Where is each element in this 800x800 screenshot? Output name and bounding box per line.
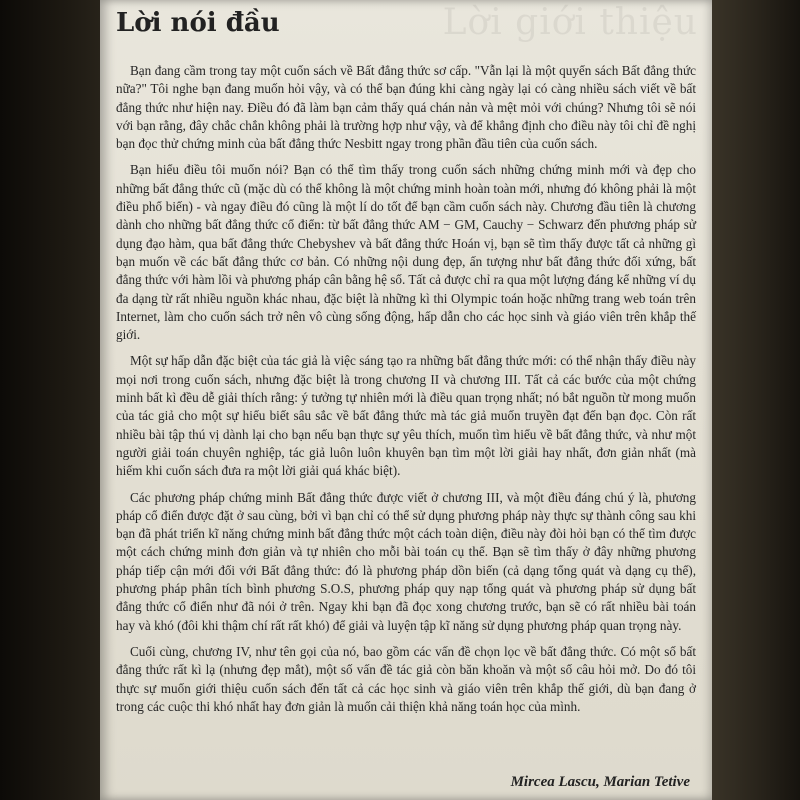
book-page: [100, 0, 712, 800]
bleed-through-title: Lời giới thiệu: [442, 2, 698, 43]
paragraph: Bạn hiểu điều tôi muốn nói? Bạn có thể tìm thấy trong cuốn sách những chứng minh mới và đẹp cho những bất đẳng thức cũ (mặc dù có thể không là một chứng minh hoàn toàn mới, nhưng đó không phải là một điều phổ biến) - và ngay điều đó cũng là một lí do tốt để bạn cầm cuốn sách này. Chương đầu tiên là chương dành cho những bất đẳng thức cổ điển: từ bất đẳng thức AM − GM, Cauchy − Schwarz đến phương pháp sử dụng đạo hàm, qua bất đẳng thức Chebyshev và bất đẳng thức Hoán vị, bạn sẽ tìm thấy được tất cả những gì bạn muốn về các bất đẳng thức cơ bản. Có những nội dung đẹp, ấn tượng như bất đẳng thức đối xứng, bất đẳng thức với hàm lồi và phương pháp cân bằng hệ số. Tất cả được chỉ ra qua một lượng đáng kể những ví dụ đa dạng từ rất nhiều nguồn khác nhau, đặc biệt là những kì thi Olympic toán hoặc những trang web toán trên Internet, làm cho cuốn sách trở nên vô cùng sống động, hấp dẫn cho các học sinh và giáo viên trên khắp thế giới.: [116, 162, 696, 343]
page-title: Lời nói đầu: [116, 8, 280, 38]
paragraph: Các phương pháp chứng minh Bất đẳng thức được viết ở chương III, và một điều đáng chú ý là, phương pháp cổ điển được đặt ở sau cùng, bởi vì bạn chỉ có thể sử dụng phương pháp này thực sự thành công sau khi bạn đã phát triển kĩ năng chứng minh bất đẳng thức một cách toàn diện, điều này đòi hỏi bạn có thể tìm được một cách chứng minh đơn giản và tự nhiên cho mỗi bài toán cụ thể. Bạn sẽ tìm thấy ở đây những phương pháp tiếp cận mới đối với Bất đẳng thức: đó là phương pháp dồn biến (cả dạng tổng quát và dạng cụ thể), phương pháp phân tích bình phương S.O.S, phương pháp quy nạp tổng quát và phương pháp sử dụng bất đẳng thức cổ điển như đã nói ở trên. Ngay khi bạn đã đọc xong chương trước, bạn sẽ có rất nhiều bài toán hay và khó (đôi khi thậm chí rất rất khó) để giải và luyện tập kĩ năng sử dụng phương pháp quan trọng này.: [116, 489, 696, 633]
author-signature: Mircea Lascu, Marian Tetive: [510, 774, 690, 790]
paragraph: Cuối cùng, chương IV, như tên gọi của nó, bao gồm các vấn đề chọn lọc về bất đẳng thức. Có một số bất đẳng thức rất kì lạ (nhưng đẹp mắt), một số vấn đề tác giả còn băn khoăn và một số câu hỏi mở. Do đó tôi thực sự muốn giới thiệu cuốn sách đến tất cả các học sinh và giáo viên trên khắp thế giới, dù bạn đang ở trong các cuộc thi khó nhất hay đơn giản là muốn cải thiện khả năng toán học của mình.: [116, 643, 696, 714]
page-body: [116, 62, 696, 724]
background-right-page: [710, 0, 800, 800]
paragraph: Bạn đang cầm trong tay một cuốn sách về Bất đẳng thức sơ cấp. "Vẫn lại là một quyển sách Bất đẳng thức nữa?" Tôi nghe bạn đang muốn hỏi vậy, và có thể bạn đúng khi càng ngày lại có càng nhiều sách viết về bất đẳng thức như hiện nay. Điều đó đã làm bạn cảm thấy quá chán nản và mệt mỏi với chúng? Nhưng tôi sẽ nói với bạn rằng, đây chắc chắn không phải là trường hợp như vậy, và để khẳng định cho điều này tôi chỉ đề nghị bạn đọc thử chứng minh của bất đẳng thức Nesbitt ngay trong phần đầu tiên của cuốn sách.: [116, 63, 696, 152]
background-left-shadow: [0, 0, 110, 800]
paragraph: Một sự hấp dẫn đặc biệt của tác giả là việc sáng tạo ra những bất đẳng thức mới: có thể nhận thấy điều này mọi nơi trong cuốn sách, nhưng đặc biệt là trong chương II và chương III. Tất cả các bước của một chứng minh bất kì đều dễ giải thích rằng: ý tưởng tự nhiên mới là điều quan trọng nhất; nó bắt nguồn từ mong muốn của tác giả cho một sự hiểu biết sâu sắc về bất đẳng thức mà tác giả muốn truyền đạt đến bạn đọc. Còn rất nhiều bài tập thú vị dành lại cho bạn nếu bạn thực sự yêu thích, muốn tìm hiểu về bất đẳng thức, và như một người giải toán chuyên nghiệp, tác giả luôn luôn khuyên bạn tìm một lời giải hay nhất, đơn giản nhất (mà hiếm khi cuốn sách đưa ra một lời giải quá khác biệt).: [116, 353, 696, 479]
